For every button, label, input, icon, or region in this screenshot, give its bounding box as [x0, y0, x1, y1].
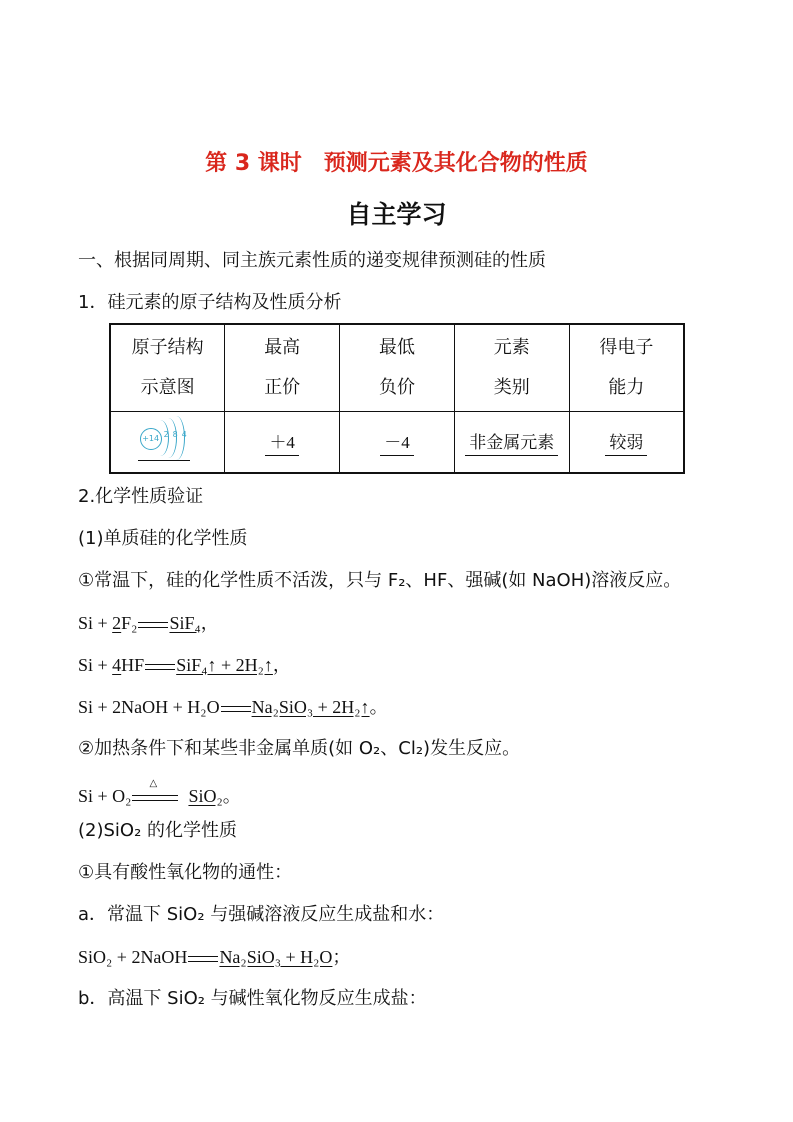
item-two: 2.化学性质验证 [78, 486, 204, 507]
equation-2: Si + 4HF SiF₄↑ + 2H₂↑， [78, 655, 291, 675]
max-valence-value: ＋4 [265, 428, 299, 456]
lesson-title: 第 3 课时 预测元素及其化合物的性质 [205, 151, 588, 176]
shell-count-1: 2 [163, 429, 169, 439]
min-valence-cell [340, 412, 455, 474]
heading-one: 一、根据同周期、同主族元素性质的递变规律预测硅的性质 [78, 250, 546, 271]
equals-sign [132, 795, 178, 801]
point-b: b．高温下 SiO₂ 与碱性氧化物反应生成盐： [78, 988, 427, 1009]
heating-condition-icon: △ [149, 778, 158, 789]
section-title: 自主学习 [346, 200, 447, 229]
electron-gain-value: 较弱 [605, 428, 647, 456]
element-type-value: 非金属元素 [465, 428, 558, 456]
header-max-valence: 最高 正价 [225, 324, 340, 412]
header-electron-gain: 得电子 能力 [569, 324, 684, 412]
equals-sign [221, 706, 251, 712]
electron-gain-cell [569, 412, 684, 474]
answer-underline [138, 460, 190, 461]
item-one: 1．硅元素的原子结构及性质分析 [78, 292, 342, 313]
max-valence-cell [225, 412, 340, 474]
sub-heading-silicon: (1)单质硅的化学性质 [78, 528, 248, 549]
silicon-atom-diagram [138, 416, 198, 464]
point-a: a．常温下 SiO₂ 与强碱溶液反应生成盐和水： [78, 904, 445, 925]
min-valence-value: －4 [380, 428, 414, 456]
table-header-row [110, 324, 684, 412]
equals-sign [138, 622, 168, 628]
header-min-valence: 最低 负价 [340, 324, 455, 412]
equals-sign [188, 956, 218, 962]
element-type-cell [454, 412, 569, 474]
shell-count-3: 4 [181, 429, 187, 439]
equation-1: Si + 2F₂ SiF₄， [78, 613, 219, 633]
sub-heading-sio2: (2)SiO₂ 的化学性质 [78, 820, 238, 841]
nucleus: +14 [140, 428, 162, 450]
equation-4: Si + O₂ △ SiO₂。 [78, 785, 241, 807]
silicon-properties-table [109, 323, 685, 474]
table-value-row [110, 412, 684, 474]
point-three: ①具有酸性氧化物的通性： [78, 862, 293, 883]
equals-sign [145, 664, 175, 670]
point-one: ①常温下，硅的化学性质不活泼，只与 F₂、HF、强碱(如 NaOH)溶液反应。 [78, 570, 682, 591]
point-two: ②加热条件下和某些非金属单质(如 O₂、Cl₂)发生反应。 [78, 738, 521, 759]
equation-3: Si + 2NaOH + H₂O Na₂SiO₃ + 2H₂↑。 [78, 697, 388, 717]
header-element-type: 元素 类别 [454, 324, 569, 412]
shell-count-2: 8 [172, 429, 178, 439]
header-atom-structure: 原子结构 示意图 [110, 324, 225, 412]
equation-5: SiO₂ + 2NaOH Na₂SiO₃ + H₂O； [78, 947, 351, 967]
atom-diagram-cell [110, 412, 225, 474]
